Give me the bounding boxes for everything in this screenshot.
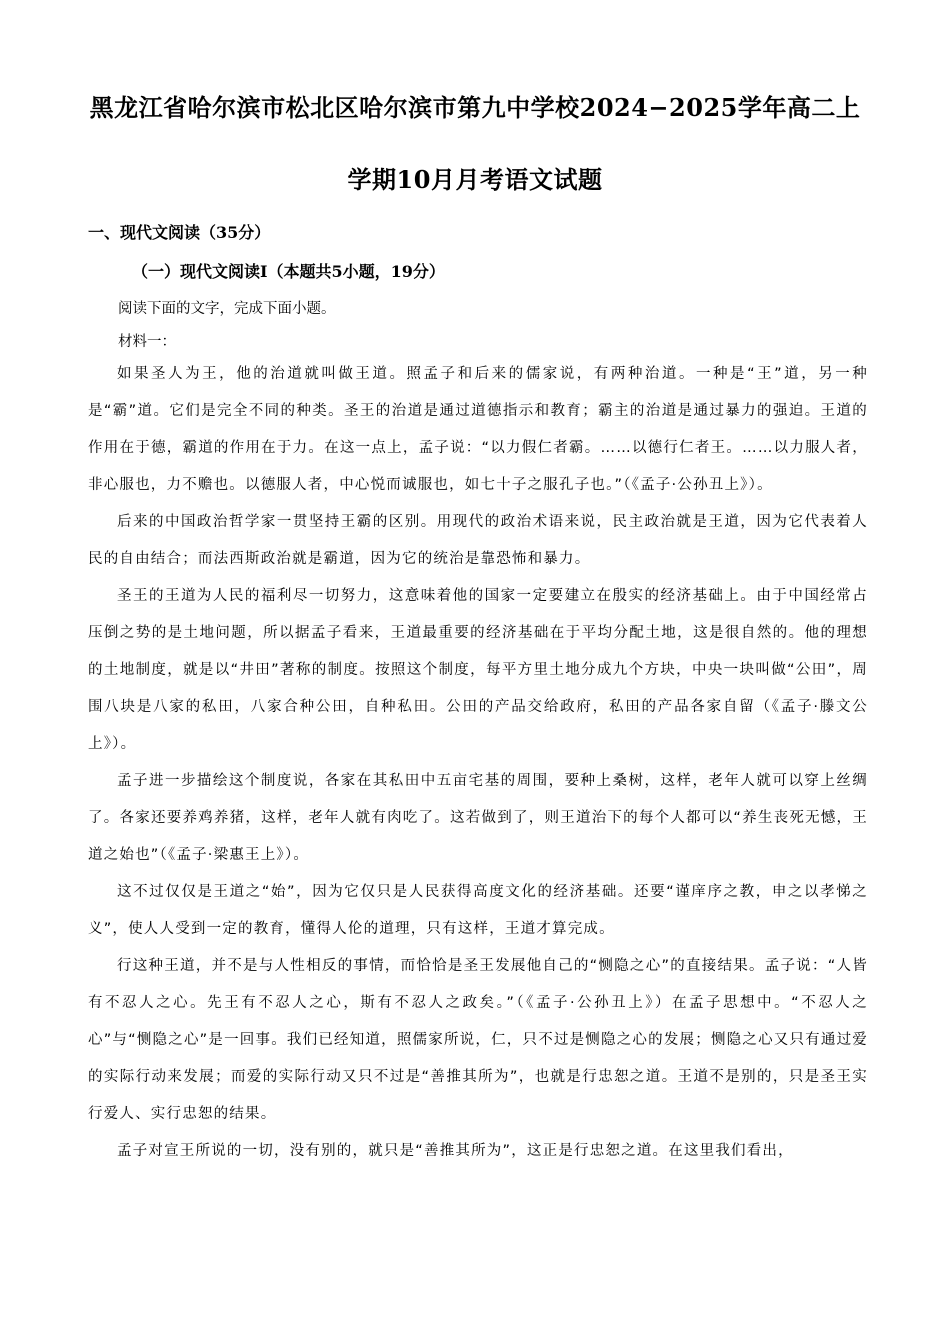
material-body [88, 356, 868, 1170]
document-title-line1: 黑龙江省哈尔滨市松北区哈尔滨市第九中学校2024−2025学年高二上 [89, 93, 861, 122]
paragraph: 圣王的王道为人民的福利尽一切努力，这意味着他的国家一定要建立在殷实的经济基础上。由于中国经常占压倒之势的是土地问题，所以据孟子看来，王道最重要的经济基础在于平均分配土地，这是很自然的。他的理想的土地制度，就是以“井田”著称的制度。按照这个制度，每平方里土地分成九个方块，中央一块叫做“公田”，周围八块是八家的私田，八家合种公田，自种私田。公田的产品交给政府，私田的产品各家自留（《孟子·滕文公上》）。 [88, 588, 868, 752]
paragraph: 孟子进一步描绘这个制度说，各家在其私田中五亩宅基的周围，要种上桑树，这样，老年人就可以穿上丝绸了。各家还要养鸡养猪，这样，老年人就有肉吃了。这若做到了，则王道治下的每个人都可以“养生丧死无憾，王道之始也”（《孟子·梁惠王上》）。 [88, 773, 868, 863]
paragraph: 后来的中国政治哲学家一贯坚持王霸的区别。用现代的政治术语来说，民主政治就是王道，因为它代表着人民的自由结合；而法西斯政治就是霸道，因为它的统治是靠恐怖和暴力。 [88, 514, 868, 567]
paragraph: 如果圣人为王，他的治道就叫做王道。照孟子和后来的儒家说，有两种治道。一种是“王”道，另一种是“霸”道。它们是完全不同的种类。圣王的治道是通过道德指示和教育；霸主的治道是通过暴力的强迫。王道的作用在于德，霸道的作用在于力。在这一点上，孟子说：“以力假仁者霸。……以德行仁者王。……以力服人者，非心服也，力不赡也。以德服人者，中心悦而诚服也，如七十子之服孔子也。”（《孟子·公孙丑上》）。 [88, 366, 868, 493]
paragraph: 孟子对宣王所说的一切，没有别的，就只是“善推其所为”，这正是行忠恕之道。在这里我们看出， [117, 1143, 794, 1159]
document-title-line2: 学期10月月考语文试题 [347, 165, 603, 194]
subsection-heading: （一）现代文阅读Ⅰ（本题共5小题，19分） [132, 262, 445, 281]
section-heading: 一、现代文阅读（35分） [88, 223, 271, 242]
reading-instruction: 阅读下面的文字，完成下面小题。 [118, 301, 336, 317]
paragraph: 这不过仅仅是王道之“始”，因为它仅只是人民获得高度文化的经济基础。还要“谨庠序之教，申之以孝悌之义”，使人人受到一定的教育，懂得人伦的道理，只有这样，王道才算完成。 [88, 884, 868, 937]
material-label: 材料一： [118, 334, 176, 350]
paragraph: 行这种王道，并不是与人性相反的事情，而恰恰是圣王发展他自己的“恻隐之心”的直接结果。孟子说：“人皆有不忍人之心。先王有不忍人之心，斯有不忍人之政矣。”（《孟子·公孙丑上》）在孟子思想中。“不忍人之心”与“恻隐之心”是一回事。我们已经知道，照儒家所说，仁，只不过是恻隐之心的发展；恻隐之心又只有通过爱的实际行动来发展；而爱的实际行动又只不过是“善推其所为”，也就是行忠恕之道。王道不是别的，只是圣王实行爱人、实行忠恕的结果。 [88, 958, 868, 1122]
